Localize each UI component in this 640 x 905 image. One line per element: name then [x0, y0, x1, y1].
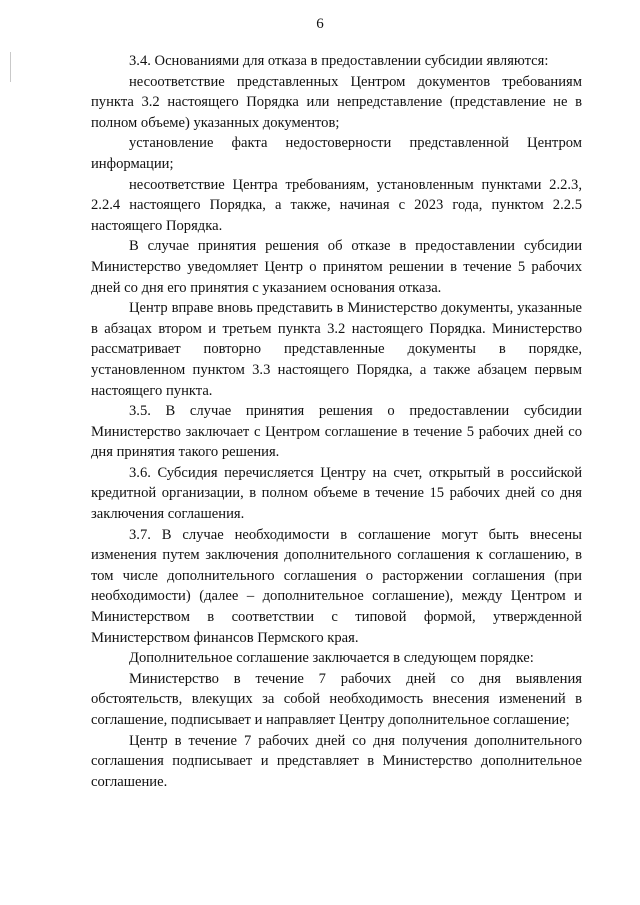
paragraph-refusal-notice: В случае принятия решения об отказе в предоставлении субсидии Министерство уведомляет Центр о принятом решении в течение 5 рабочих дней со дня его принятия с указанием основания отказа. — [91, 238, 582, 296]
page-number: 6 — [316, 16, 324, 32]
paragraph-refusal-ground-2: установление факта недостоверности представленной Центром информации; — [91, 135, 582, 172]
paragraph-refusal-ground-3: несоответствие Центра требованиям, установленным пунктами 2.2.3, 2.2.4 настоящего Порядка, а также, начиная с 2023 года, пунктом 2.2.5 настоящего Порядка. — [91, 176, 582, 234]
paragraph-center-step: Центр в течение 7 рабочих дней со дня получения дополнительного соглашения подписывает и представляет в Министерство дополнительное соглашение. — [91, 732, 582, 790]
paragraph-3-6: 3.6. Субсидия перечисляется Центру на счет, открытый в российской кредитной организации, в полном объеме в течение 15 рабочих дней со дня заключения соглашения. — [91, 464, 582, 523]
paragraph-3-5: 3.5. В случае принятия решения о предоставлении субсидии Министерство заключает с Центром соглашение в течение 5 рабочих дней со дня принятия такого решения. — [91, 403, 582, 461]
paragraph-additional-agreement-order: Дополнительное соглашение заключается в следующем порядке: — [129, 650, 534, 667]
margin-mark — [10, 52, 11, 82]
paragraph-3-7: 3.7. В случае необходимости в соглашение могут быть внесены изменения путем заключения дополнительного соглашения к соглашению, в том числе дополнительного соглашения о расторжении соглашения (при необходимости) (далее – дополнительное соглашение), между Центром и Министерством в соответствии с типовой формой, утвержденной Министерством финансов Пермского края. — [91, 526, 582, 646]
paragraph-refusal-ground-1: несоответствие представленных Центром документов требованиям пункта 3.2 настоящего Порядка или непредставление (представление не в полном объеме) указанных документов; — [91, 73, 582, 131]
paragraph-ministry-step: Министерство в течение 7 рабочих дней со дня выявления обстоятельств, влекущих за собой необходимость внесения изменений в соглашение, подписывает и направляет Центру дополнительное соглашение; — [91, 670, 582, 728]
document-body — [91, 51, 582, 792]
paragraph-resubmission: Центр вправе вновь представить в Министерство документы, указанные в абзацах втором и третьем пункта 3.2 настоящего Порядка. Министерство рассматривает повторно представленные документы в порядке, установленном пунктом 3.3 настоящего Порядка, а также абзацем первым настоящего пункта. — [91, 300, 582, 399]
paragraph-3-4-heading: 3.4. Основаниями для отказа в предоставлении субсидии являются: — [129, 53, 549, 69]
